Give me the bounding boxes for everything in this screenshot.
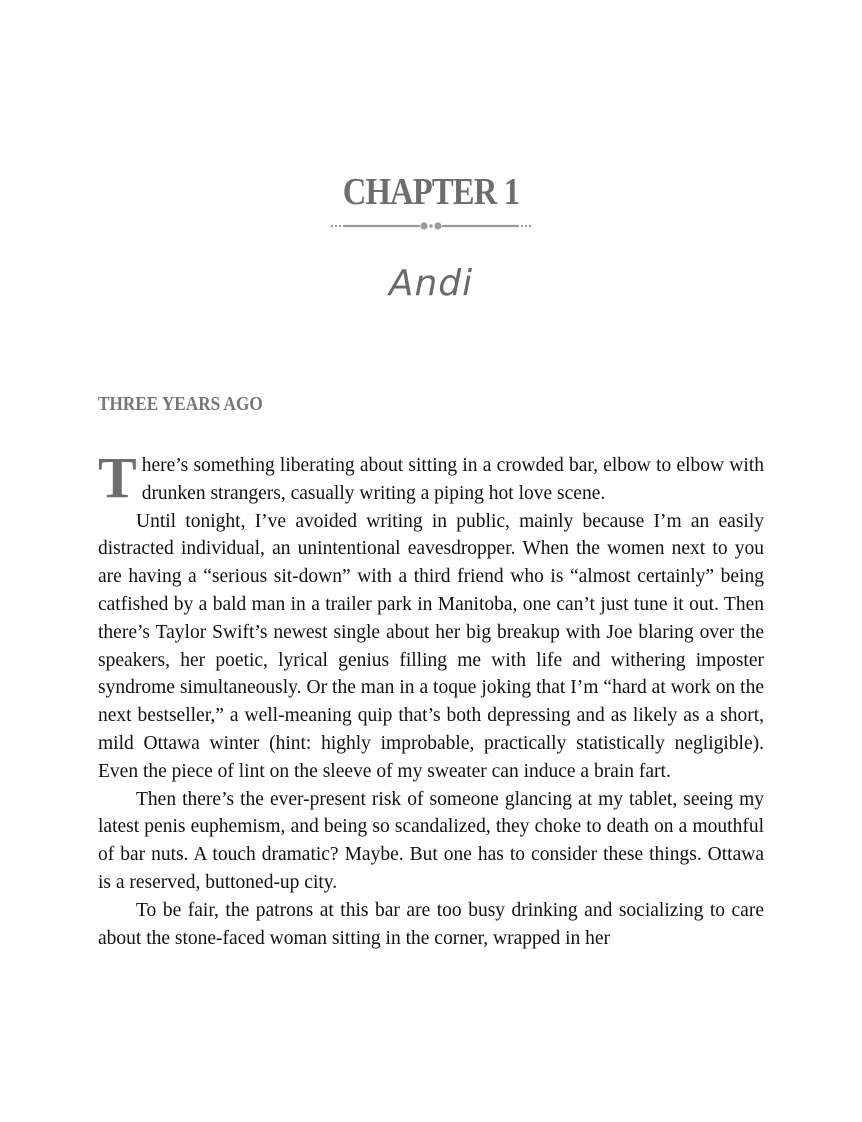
drop-cap: T [98,445,137,510]
decorative-divider-icon [330,219,532,233]
paragraph-1-text: here’s something liberating about sitting in a crowded bar, elbow to elbow with drunken strangers, casually writing a piping hot love scene. [141,455,764,504]
chapter-body [98,445,764,952]
paragraph-3: Then there’s the ever-present risk of someone glancing at my tablet, seeing my latest penis euphemism, and being so scandalized, they choke to death on a mouthful of bar nuts. A touch dramatic? Maybe. But one has to consider these things. Ottawa is a reserved, buttoned-up city. [98,788,764,893]
chapter-name: Andi [388,263,474,304]
book-page [98,0,764,1122]
paragraph-1 [98,445,764,510]
chapter-title: CHAPTER 1 [342,171,520,213]
paragraph-4: To be fair, the patrons at this bar are too busy drinking and socializing to care about the stone-faced woman sitting in the corner, wrapped in her [98,899,764,949]
paragraph-2: Until tonight, I’ve avoided writing in public, mainly because I’m an easily distracted individual, an unintentional eavesdropper. When the women next to you are having a “serious sit-down” with a third friend who is “almost certainly” being catfished by a bald man in a trailer park in Manitoba, one can’t just tune it out. Then there’s Taylor Swift’s newest single about her big breakup with Joe blaring over the speakers, her poetic, lyrical genius filling me with life and withering imposter syndrome simultaneously. Or the man in a toque joking that I’m “hard at work on the next bestseller,” a well-meaning quip that’s both depressing and as likely as a short, mild Ottawa winter (hint: highly improbable, practically statistically negligible). Even the piece of lint on the sleeve of my sweater can induce a brain fart. [98,510,764,782]
section-time-heading: THREE YEARS AGO [98,393,263,415]
